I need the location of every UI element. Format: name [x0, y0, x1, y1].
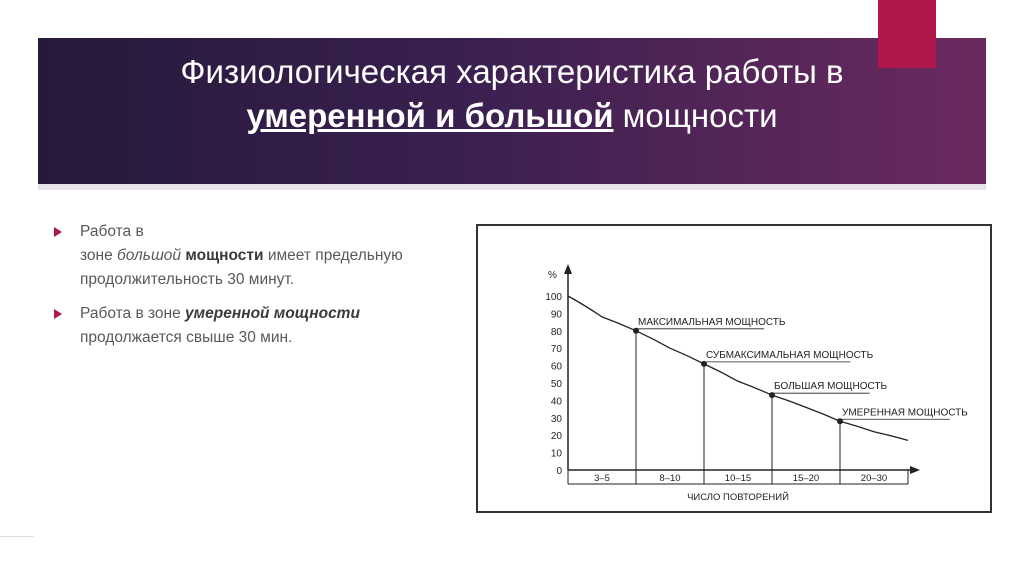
title-rest: мощности: [613, 97, 778, 134]
bullet-2-text-a: Работа в зоне: [80, 305, 186, 322]
point-label: МАКСИМАЛЬНАЯ МОЩНОСТЬ: [638, 316, 786, 328]
bullet-list: [54, 220, 439, 360]
y-axis-arrow: [564, 264, 572, 274]
bullet-2: [54, 302, 439, 350]
bullet-1-bold: мощности: [185, 247, 264, 264]
y-tick-label: 70: [550, 344, 562, 356]
bullet-1-text-b: зоне: [80, 247, 118, 264]
x-axis-label: ЧИСЛО ПОВТОРЕНИЙ: [687, 492, 789, 503]
y-tick-label: 80: [550, 326, 562, 338]
point-label: БОЛЬШАЯ МОЩНОСТЬ: [774, 381, 888, 393]
bullet-1-italic: большой: [117, 247, 186, 264]
y-tick-label: 50: [550, 379, 562, 390]
bullet-2-bold: умеренной мощности: [185, 305, 360, 322]
title-underlined: умеренной и большой: [246, 97, 614, 134]
power-curve-chart: [478, 226, 990, 511]
title-line-2: [38, 94, 986, 138]
point-label: СУБМАКСИМАЛЬНАЯ МОЩНОСТЬ: [706, 349, 874, 361]
slide-title: [38, 50, 986, 138]
bullet-arrow-icon: [54, 309, 62, 319]
bullet-2-text-b: продолжается свыше 30 мин.: [80, 329, 293, 346]
y-tick-label: 0: [556, 466, 562, 477]
title-line-1: Физиологическая характеристика работы в: [180, 53, 844, 90]
y-tick-label: 10: [550, 448, 562, 460]
bullet-1: [54, 220, 439, 292]
point-label: УМЕРЕННАЯ МОЩНОСТЬ: [842, 407, 968, 419]
y-axis-label: %: [548, 270, 557, 281]
bullet-1-text-a: Работа в: [80, 223, 144, 240]
x-tick-label: 15–20: [792, 473, 820, 484]
x-tick-label: 20–30: [860, 473, 888, 484]
footer-line: [0, 536, 34, 537]
x-tick-label: 3–5: [594, 473, 610, 484]
bullet-arrow-icon: [54, 227, 62, 237]
y-tick-label: 100: [545, 292, 562, 303]
bullet-1-text-c: имеет предельную продолжительность 30 минут.: [80, 247, 403, 288]
x-tick-label: 10–15: [724, 473, 752, 484]
chart-figure: [476, 224, 992, 513]
x-axis-arrow: [910, 466, 920, 474]
y-tick-label: 30: [550, 413, 562, 425]
y-tick-label: 40: [550, 396, 562, 408]
y-tick-label: 20: [550, 431, 562, 443]
x-tick-label: 8–10: [659, 473, 681, 484]
y-tick-label: 90: [550, 309, 562, 321]
y-tick-label: 60: [550, 361, 562, 373]
